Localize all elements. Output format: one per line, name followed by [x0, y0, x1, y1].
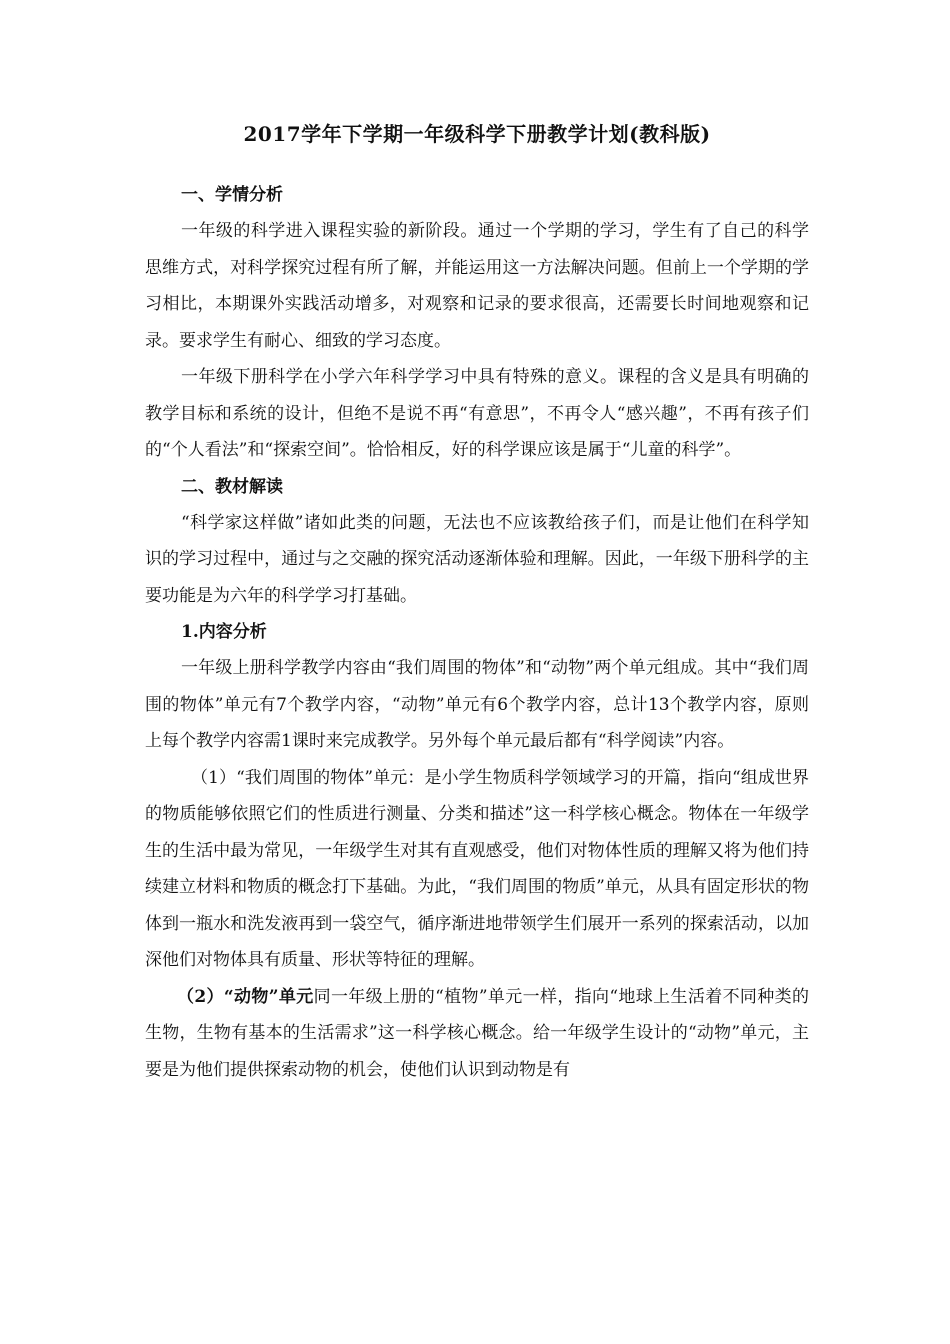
paragraph: 一年级的科学进入课程实验的新阶段。通过一个学期的学习，学生有了自己的科学思维方式，对科学探究过程有所了解，并能运用这一方法解决问题。但前上一个学期的学习相比，本期课外实践活动增多，对观察和记录的要求很高，还需要长时间地观察和记录。要求学生有耐心、细致的学习态度。 — [145, 221, 809, 351]
section-learning-analysis — [145, 177, 809, 469]
paragraph: 一年级上册科学教学内容由“我们周围的物体”和“动物”两个单元组成。其中“我们周围的物体”单元有7个教学内容，“动物”单元有6个教学内容，总计13个教学内容，原则上每个教学内容需1课时来完成教学。另外每个单元最后都有“科学阅读”内容。 — [145, 658, 809, 751]
paragraph: “科学家这样做”诸如此类的问题，无法也不应该教给孩子们，而是让他们在科学知识的学习过程中，通过与之交融的探究活动逐渐体验和理解。因此，一年级下册科学的主要功能是为六年的科学学习打基础。 — [145, 512, 809, 606]
section-heading: 一、学情分析 — [181, 185, 283, 205]
document-title: 2017学年下学期一年级科学下册教学计划(教科版) — [243, 122, 711, 146]
unit2-text: 同一年级上册的“植物”单元一样，指向“地球上生活着不同种类的生物，生物有基本的生活需求”这一科学核心概念。给一年级学生设计的“动物”单元，主要是为他们提供探索动物的机会，使他们认识到动物是有 — [145, 986, 809, 1080]
unit1-label: （1）“我们周围的物体”单元： — [191, 767, 425, 788]
section-heading: 1.内容分析 — [181, 622, 267, 642]
section-heading: 二、教材解读 — [181, 476, 283, 497]
unit1-text: 是小学生物质科学领域学习的开篇，指向“组成世界的物质能够依照它们的性质进行测量、分类和描述”这一科学核心概念。物体在一年级学生的生活中最为常见，一年级学生对其有直观感受，他们对物体性质的理解又将为他们持续建立材料和物质的概念打下基础。为此，“我们周围的物质”单元，从具有固定形状的物体到一瓶水和洗发液再到一袋空气，循序渐进地带领学生们展开一系列的探索活动，以加深他们对物体具有质量、形状等特征的理解。 — [145, 767, 809, 970]
unit2-label: （2）“动物”单元 — [177, 986, 314, 1007]
paragraph: 一年级下册科学在小学六年科学学习中具有特殊的意义。课程的含义是具有明确的教学目标和系统的设计，但绝不是说不再“有意思”，不再令人“感兴趣”，不再有孩子们的“个人看法”和“探索空间”。恰恰相反，好的科学课应该是属于“儿童的科学”。 — [145, 367, 809, 460]
unit1-paragraph — [145, 760, 809, 979]
section-textbook-reading — [145, 469, 809, 615]
unit2-paragraph — [145, 979, 809, 1089]
section-content-analysis — [145, 614, 809, 760]
